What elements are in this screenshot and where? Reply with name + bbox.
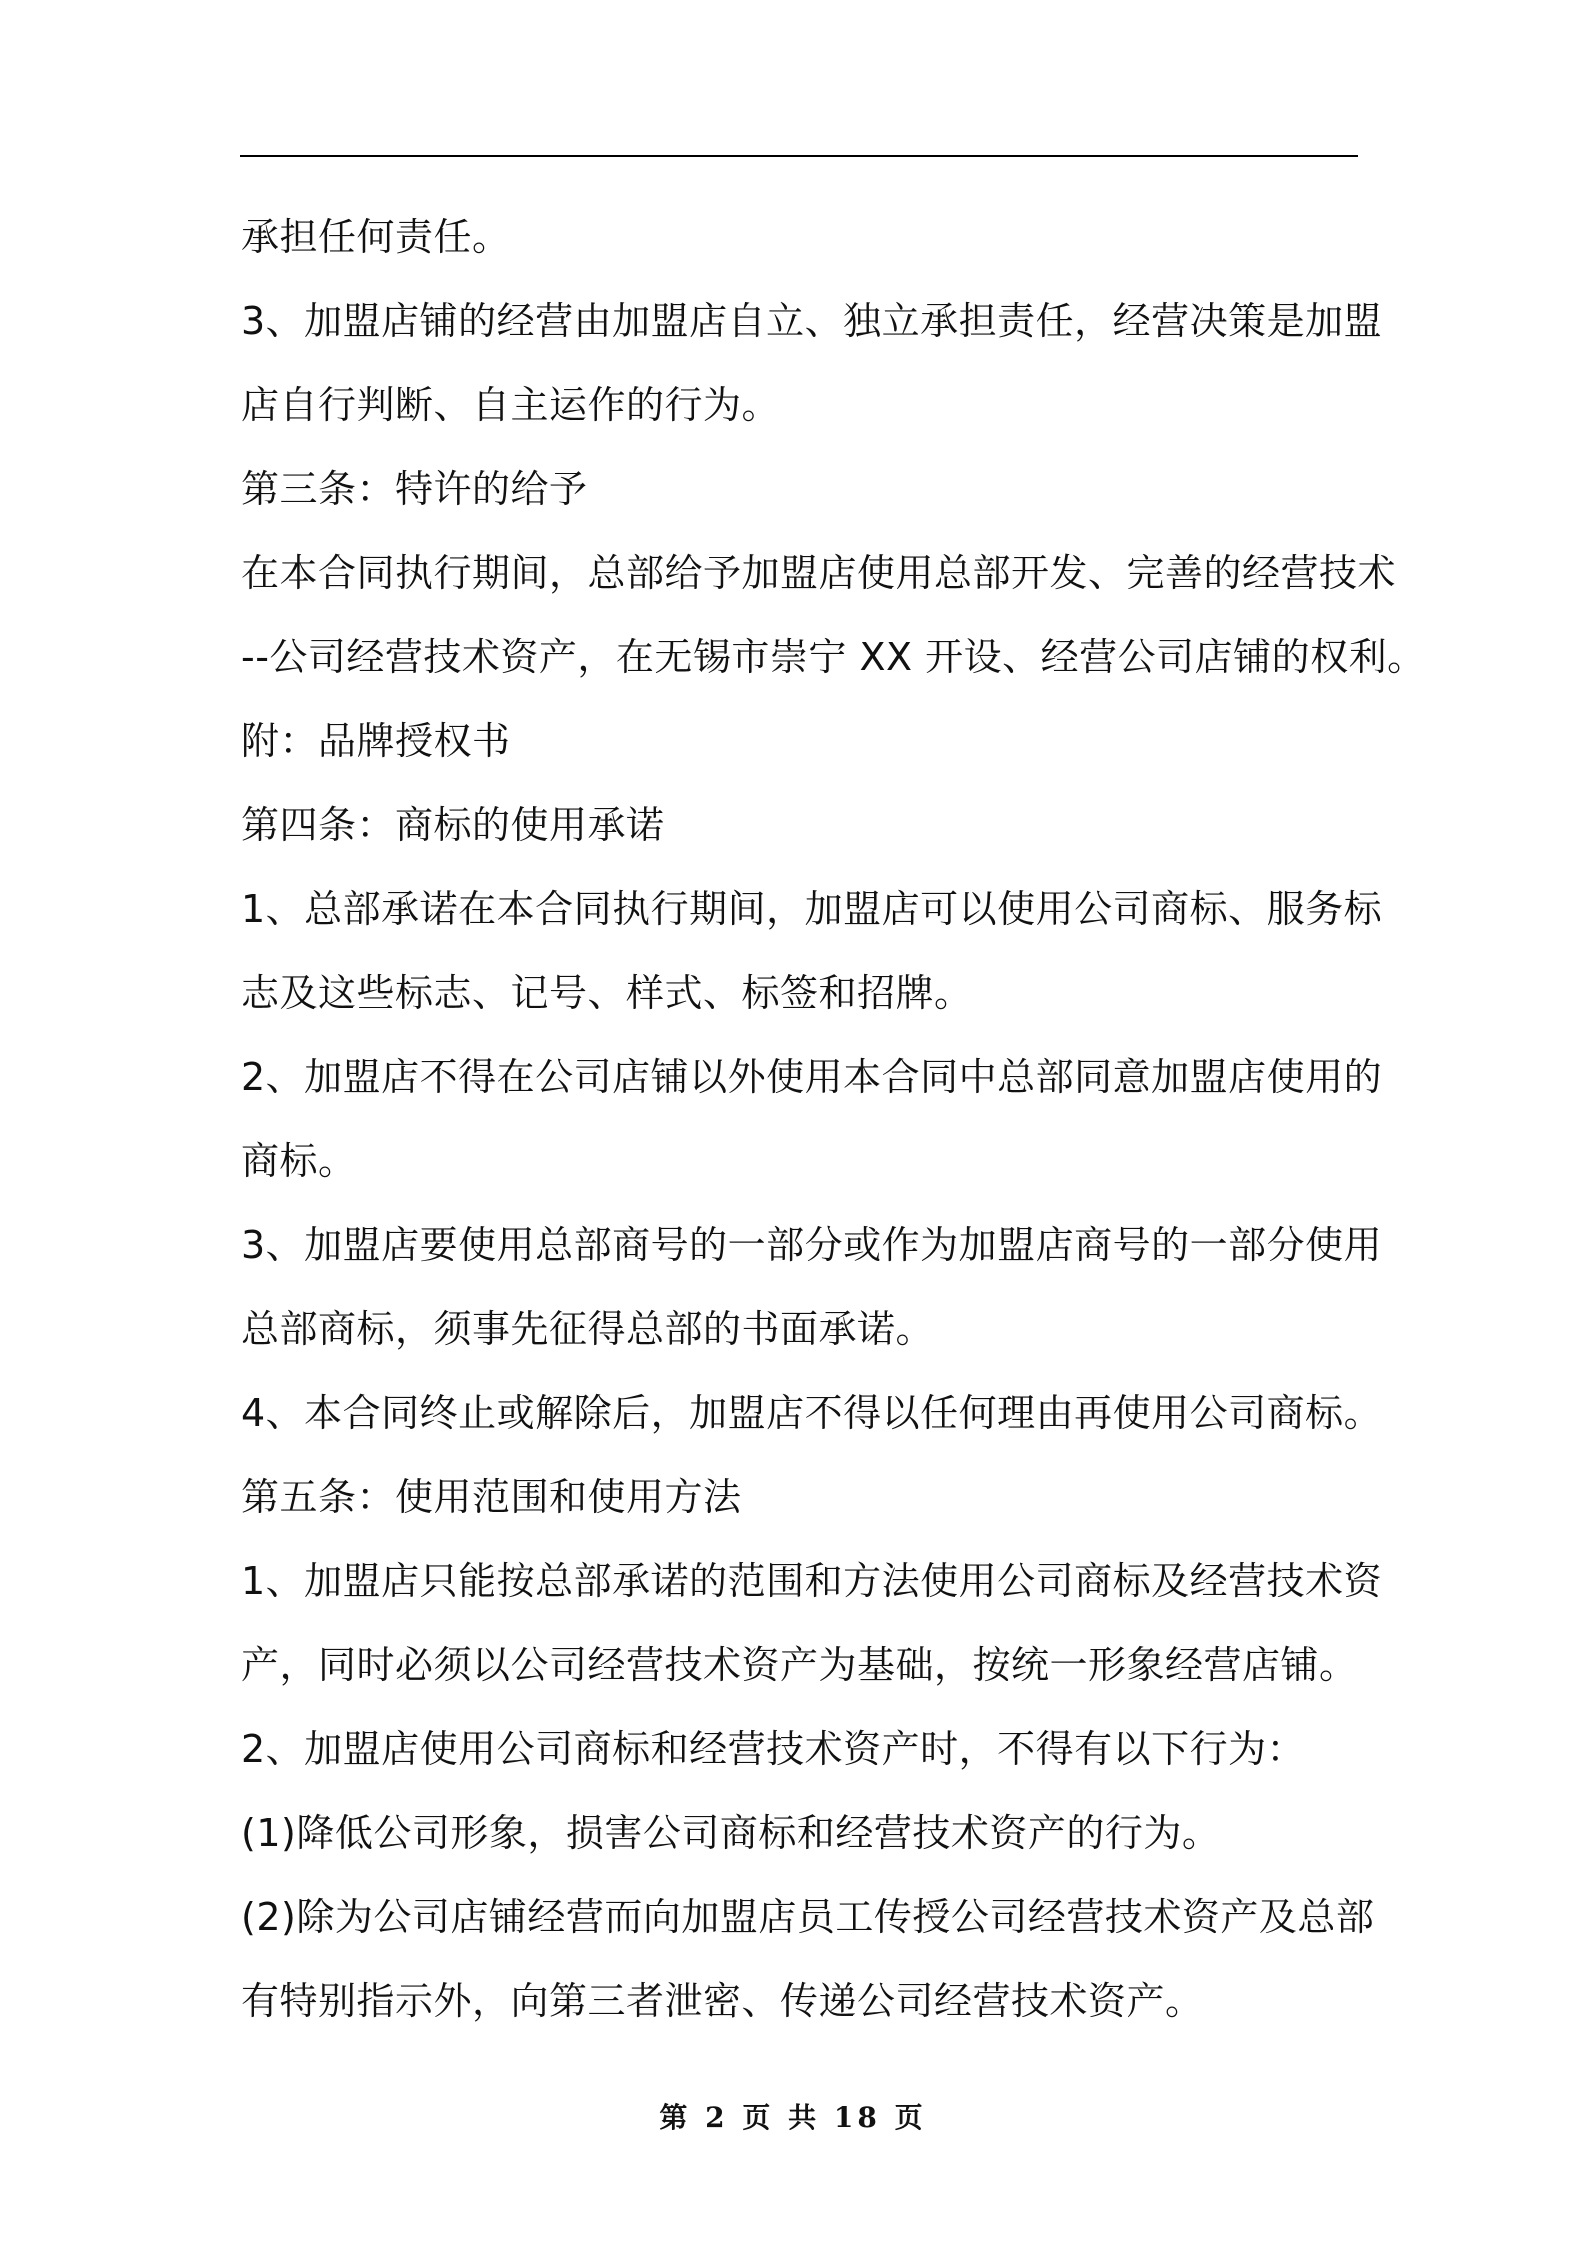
text-line: (2)除为公司店铺经营而向加盟店员工传授公司经营技术资产及总部 <box>241 1895 1375 1939</box>
text-line: 3、加盟店要使用总部商号的一部分或作为加盟店商号的一部分使用 <box>241 1223 1383 1267</box>
text-line: 2、加盟店使用公司商标和经营技术资产时，不得有以下行为： <box>241 1727 1306 1771</box>
text-line: 3、加盟店铺的经营由加盟店自立、独立承担责任，经营决策是加盟 <box>241 299 1383 343</box>
text-line: 2、加盟店不得在公司店铺以外使用本合同中总部同意加盟店使用的 <box>241 1055 1383 1099</box>
document-body <box>241 195 1426 2043</box>
text-line: 在本合同执行期间，总部给予加盟店使用总部开发、完善的经营技术 <box>241 551 1397 595</box>
text-line: (1)降低公司形象，损害公司商标和经营技术资产的行为。 <box>241 1811 1221 1855</box>
text-line: 产，同时必须以公司经营技术资产为基础，按统一形象经营店铺。 <box>241 1643 1358 1687</box>
header-rule <box>240 155 1358 157</box>
section-heading: 第三条：特许的给予 <box>241 467 588 511</box>
text-line: 1、总部承诺在本合同执行期间，加盟店可以使用公司商标、服务标 <box>241 887 1383 931</box>
section-heading: 第四条：商标的使用承诺 <box>241 803 665 847</box>
text-line: 4、本合同终止或解除后，加盟店不得以任何理由再使用公司商标。 <box>241 1391 1383 1435</box>
section-heading: 第五条：使用范围和使用方法 <box>241 1475 742 1519</box>
text-line: 总部商标，须事先征得总部的书面承诺。 <box>241 1307 935 1351</box>
text-line: --公司经营技术资产，在无锡市崇宁 XX 开设、经营公司店铺的权利。 <box>241 635 1426 679</box>
text-line: 承担任何责任。 <box>241 215 511 259</box>
text-line: 有特别指示外，向第三者泄密、传递公司经营技术资产。 <box>241 1979 1204 2023</box>
page-number-footer: 第 2 页 共 18 页 <box>659 2101 927 2134</box>
text-line: 附：品牌授权书 <box>241 719 511 763</box>
text-line: 1、加盟店只能按总部承诺的范围和方法使用公司商标及经营技术资 <box>241 1559 1383 1603</box>
text-line: 店自行判断、自主运作的行为。 <box>241 383 781 427</box>
text-line: 志及这些标志、记号、样式、标签和招牌。 <box>241 971 973 1015</box>
text-line: 商标。 <box>241 1139 357 1183</box>
